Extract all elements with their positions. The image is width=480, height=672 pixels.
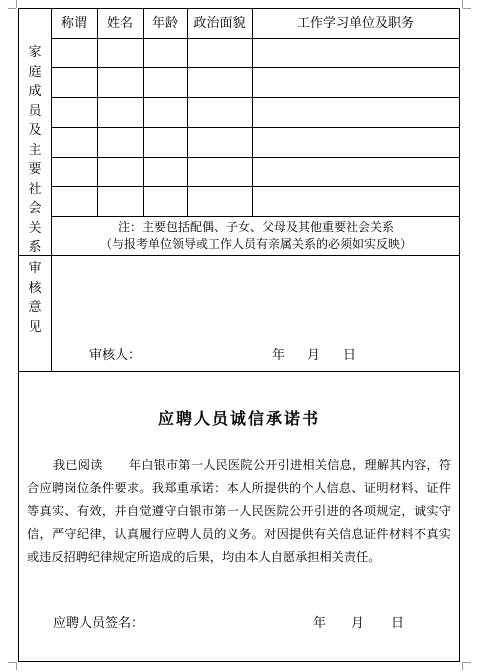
corner-mark (16, 662, 17, 670)
column-header: 工作学习单位及职务 (296, 16, 414, 31)
family-side-label: 家庭成员及主要社会关系 (28, 45, 42, 255)
column-header: 年龄 (151, 16, 178, 31)
reviewer-label: 审核人： (89, 348, 142, 363)
corner-mark (462, 0, 463, 8)
row-line (51, 186, 459, 187)
column-header: 称谓 (60, 16, 87, 31)
row-line (51, 97, 459, 98)
corner-mark (462, 662, 463, 670)
review-month-label: 月 (307, 348, 321, 363)
column-divider (97, 9, 98, 216)
pledge-body (27, 454, 451, 569)
corner-mark (463, 662, 471, 663)
row-line (51, 216, 459, 217)
pledge-text: 年白银市第一人民医院公开引进相关信息，理解其内容，符合应聘岗位条件要求。我郑重承诺：本人所提供的个人信息、证明材料、证件等真实、有效，并自觉遵守白银市第一人民医院公开引进的各项规定，诚实守信，严守纪律，认真履行应聘人员的义务。对因提供有关信息证件材料不真实或违反招聘纪律规定所造成的后果，均由本人自愿承担相关责任。 (27, 458, 452, 564)
corner-mark (8, 662, 16, 663)
row-line (51, 67, 459, 68)
column-divider (187, 9, 188, 216)
section-divider (19, 255, 459, 256)
corner-mark (8, 8, 16, 9)
pledge-month-label: 月 (351, 616, 365, 631)
column-header: 姓名 (106, 16, 133, 31)
column-header: 政治面貌 (193, 16, 246, 31)
column-divider (143, 9, 144, 216)
review-day-label: 日 (343, 348, 357, 363)
review-side-label: 审核意见 (28, 261, 42, 335)
review-year-label: 年 (272, 348, 286, 363)
corner-mark (463, 8, 471, 9)
corner-mark (16, 0, 17, 8)
section-divider (19, 371, 459, 372)
column-divider (252, 9, 253, 216)
family-note-line2: （与报考单位领导或工作人员有亲属关系的必须如实反映） (99, 237, 412, 251)
pledge-intro: 我已阅读 (53, 458, 103, 472)
family-note-line1: 注：主要包括配偶、子女、父母及其他重要社会关系 (117, 220, 394, 234)
row-line (51, 157, 459, 158)
pledge-title: 应聘人员诚信承诺书 (157, 409, 320, 428)
signature-label: 应聘人员签名： (53, 616, 145, 631)
pledge-day-label: 日 (391, 616, 405, 631)
pledge-year-label: 年 (313, 616, 327, 631)
side-label-divider (51, 255, 52, 371)
row-line (51, 127, 459, 128)
row-line (51, 38, 459, 39)
application-form (18, 8, 460, 662)
